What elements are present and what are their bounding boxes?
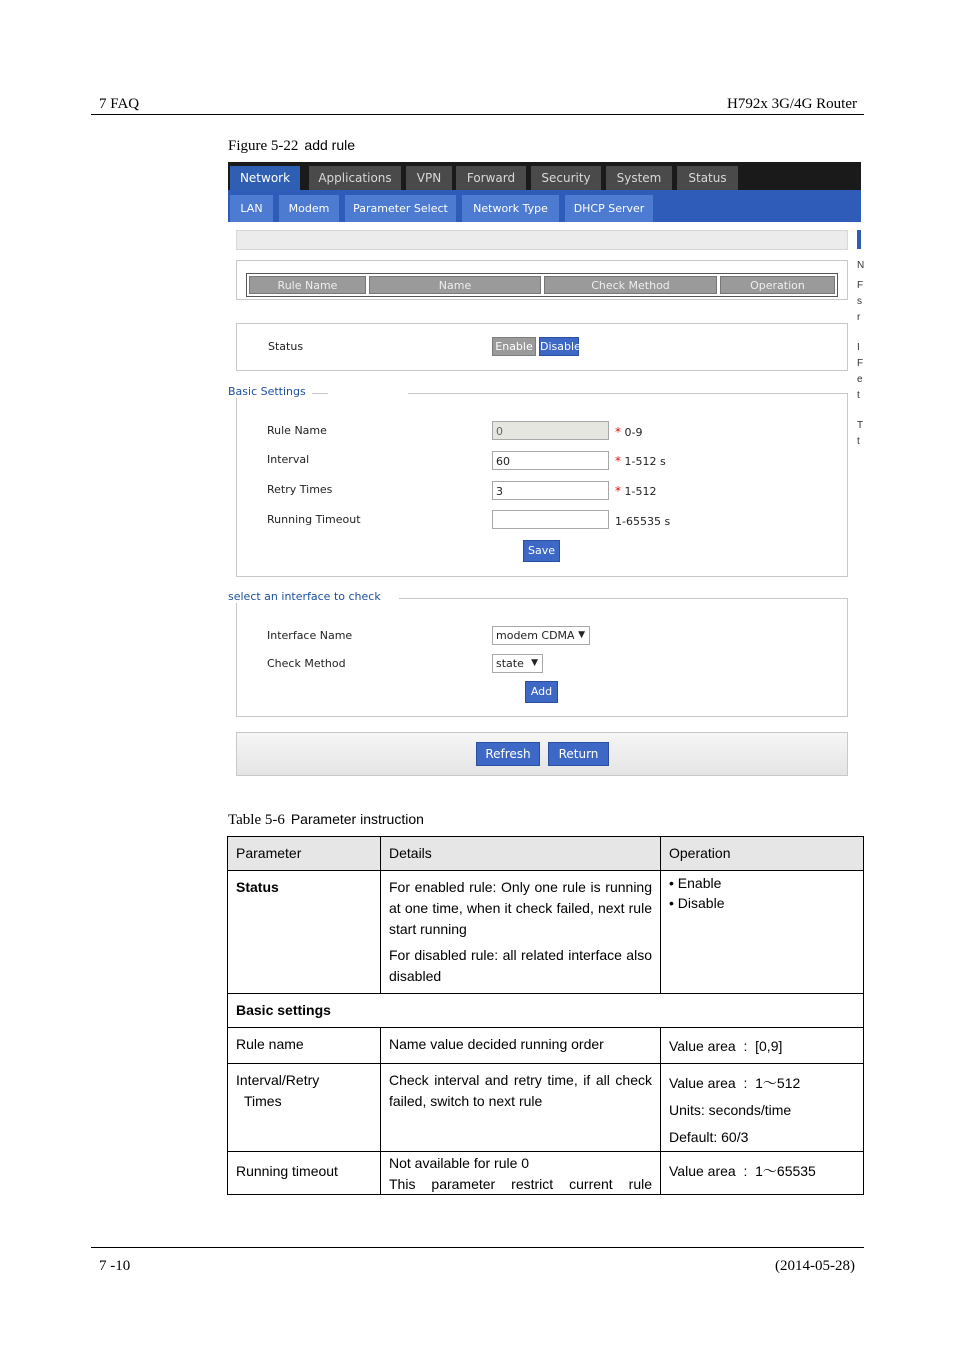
add-button[interactable]: Add: [525, 681, 558, 703]
rule-name-detail: Name value decided running order: [380, 1027, 661, 1064]
header-rule: [91, 114, 864, 115]
required-mark: *: [615, 454, 621, 468]
figure-title: add rule: [304, 137, 356, 153]
op-disable-item: • Disable: [669, 895, 725, 911]
timeout-param: Running timeout: [227, 1151, 381, 1195]
subtab-dhcp-server[interactable]: DHCP Server: [565, 195, 653, 222]
th-parameter: Parameter: [227, 836, 381, 871]
subtab-parameter-select[interactable]: Parameter Select: [345, 195, 456, 222]
dropdown-arrow-icon: ▼: [531, 658, 538, 668]
side-text-1: N: [857, 260, 865, 271]
col-name: Name: [369, 276, 541, 294]
top-nav: [228, 162, 861, 190]
retry-label: Retry Times: [267, 483, 333, 496]
interval-param-line2: Times: [244, 1093, 282, 1109]
interval-param: [227, 1063, 381, 1152]
rule-name-input[interactable]: 0: [492, 421, 609, 440]
save-button[interactable]: Save: [523, 540, 560, 562]
subtab-lan[interactable]: LAN: [230, 195, 273, 222]
side-text-3: s: [857, 296, 862, 307]
interval-input[interactable]: 60: [492, 451, 609, 470]
dropdown-arrow-icon: ▼: [578, 630, 585, 640]
rule-name-hint: [615, 425, 642, 439]
timeout-op: Value area : 1～65535: [660, 1151, 864, 1195]
rule-table: [246, 273, 838, 297]
status-param: Status: [227, 870, 381, 994]
table-caption: [228, 811, 424, 829]
required-mark: *: [615, 484, 621, 498]
op-enable-item: • Enable: [669, 875, 722, 891]
interval-range: 1-512 s: [624, 455, 666, 468]
col-rule-name: Rule Name: [249, 276, 366, 294]
retry-range: 1-512: [624, 485, 657, 498]
side-text-8: t: [857, 390, 860, 401]
header-product: H792x 3G/4G Router: [727, 96, 857, 112]
op-disable: Disable: [677, 895, 725, 911]
check-method-select[interactable]: [492, 654, 543, 673]
status-operation: [660, 870, 864, 994]
timeout-detail-line1: Not available for rule 0: [389, 1155, 530, 1171]
figure-number: Figure 5-22: [228, 138, 299, 154]
interval-param-line1: Interval/Retry: [236, 1072, 320, 1088]
disable-button[interactable]: Disable: [539, 337, 579, 356]
side-text-10: t: [857, 436, 860, 447]
side-accent: [857, 230, 861, 249]
timeout-detail-line2: This parameter restrict current rule: [389, 1176, 652, 1192]
status-detail-disabled: For disabled rule: all related interface also disabled: [389, 947, 652, 984]
side-text-4: r: [857, 312, 861, 323]
op-enable: Enable: [677, 875, 722, 891]
tab-network[interactable]: Network: [230, 166, 300, 190]
tab-applications[interactable]: Applications: [309, 166, 401, 190]
interval-op-range: Value area : 1～512: [669, 1075, 801, 1091]
basic-settings-row: Basic settings: [227, 993, 864, 1028]
return-button[interactable]: Return: [548, 742, 609, 766]
table-number: Table 5-6: [228, 812, 285, 828]
col-operation: Operation: [720, 276, 835, 294]
rule-name-range: 0-9: [624, 426, 643, 439]
basic-settings-legend: Basic Settings: [228, 385, 312, 398]
refresh-button[interactable]: Refresh: [476, 742, 540, 766]
check-method-label: Check Method: [267, 657, 346, 670]
footer-rule: [91, 1247, 864, 1248]
toolbar-strip: [236, 230, 848, 250]
side-text-9: T: [857, 420, 864, 431]
side-text-5: I: [857, 342, 860, 353]
status-panel: [236, 323, 848, 371]
timeout-hint: 1-65535 s: [615, 515, 671, 528]
table-title: Parameter instruction: [290, 811, 424, 827]
subtab-network-type[interactable]: Network Type: [462, 195, 559, 222]
subtab-modem[interactable]: Modem: [279, 195, 339, 222]
th-operation: Operation: [660, 836, 864, 871]
timeout-label: Running Timeout: [267, 513, 361, 526]
rule-name-param: Rule name: [227, 1027, 381, 1064]
retry-hint: [615, 484, 656, 498]
rule-name-label: Rule Name: [267, 424, 327, 437]
check-interface-legend: select an interface to check: [228, 590, 399, 603]
tab-security[interactable]: Security: [531, 166, 601, 190]
timeout-input[interactable]: [492, 510, 609, 529]
legend-gap: [328, 393, 408, 394]
side-text-7: e: [857, 374, 863, 385]
side-text-2: F: [857, 280, 864, 291]
interval-op: [660, 1063, 864, 1152]
tab-system[interactable]: System: [606, 166, 672, 190]
interval-op-units: Units: seconds/time: [669, 1102, 792, 1118]
th-details: Details: [380, 836, 661, 871]
tab-status[interactable]: Status: [677, 166, 738, 190]
interval-hint: [615, 454, 666, 468]
footer-panel: [236, 732, 848, 776]
enable-button[interactable]: Enable: [492, 337, 536, 356]
tab-forward[interactable]: Forward: [456, 166, 526, 190]
interface-name-label: Interface Name: [267, 629, 353, 642]
check-method-value: state: [496, 657, 524, 670]
footer-page-number: 7 -10: [99, 1258, 131, 1274]
interval-op-default: Default: 60/3: [669, 1129, 749, 1145]
rule-table-panel: [236, 260, 848, 300]
tab-vpn[interactable]: VPN: [406, 166, 452, 190]
side-text-6: F: [857, 358, 864, 369]
figure-caption: [228, 137, 355, 155]
interval-detail: Check interval and retry time, if all check failed, switch to next rule: [380, 1063, 661, 1152]
rule-name-op: Value area : [0,9]: [660, 1027, 864, 1064]
interface-name-select[interactable]: [492, 626, 590, 645]
col-check-method: Check Method: [544, 276, 717, 294]
interface-name-value: modem CDMA: [496, 629, 575, 642]
timeout-detail: [380, 1151, 661, 1195]
footer-date: (2014-05-28): [775, 1258, 855, 1274]
status-label: Status: [268, 340, 304, 353]
interval-label: Interval: [267, 453, 310, 466]
status-detail-enabled: For enabled rule: Only one rule is running at one time, when it check failed, next rule start running: [389, 879, 652, 937]
status-details: [380, 870, 661, 994]
retry-input[interactable]: 3: [492, 481, 609, 500]
sub-nav: [228, 190, 861, 222]
header-chapter: 7 FAQ: [99, 96, 140, 112]
router-ui: [228, 162, 865, 782]
required-mark: *: [615, 425, 621, 439]
